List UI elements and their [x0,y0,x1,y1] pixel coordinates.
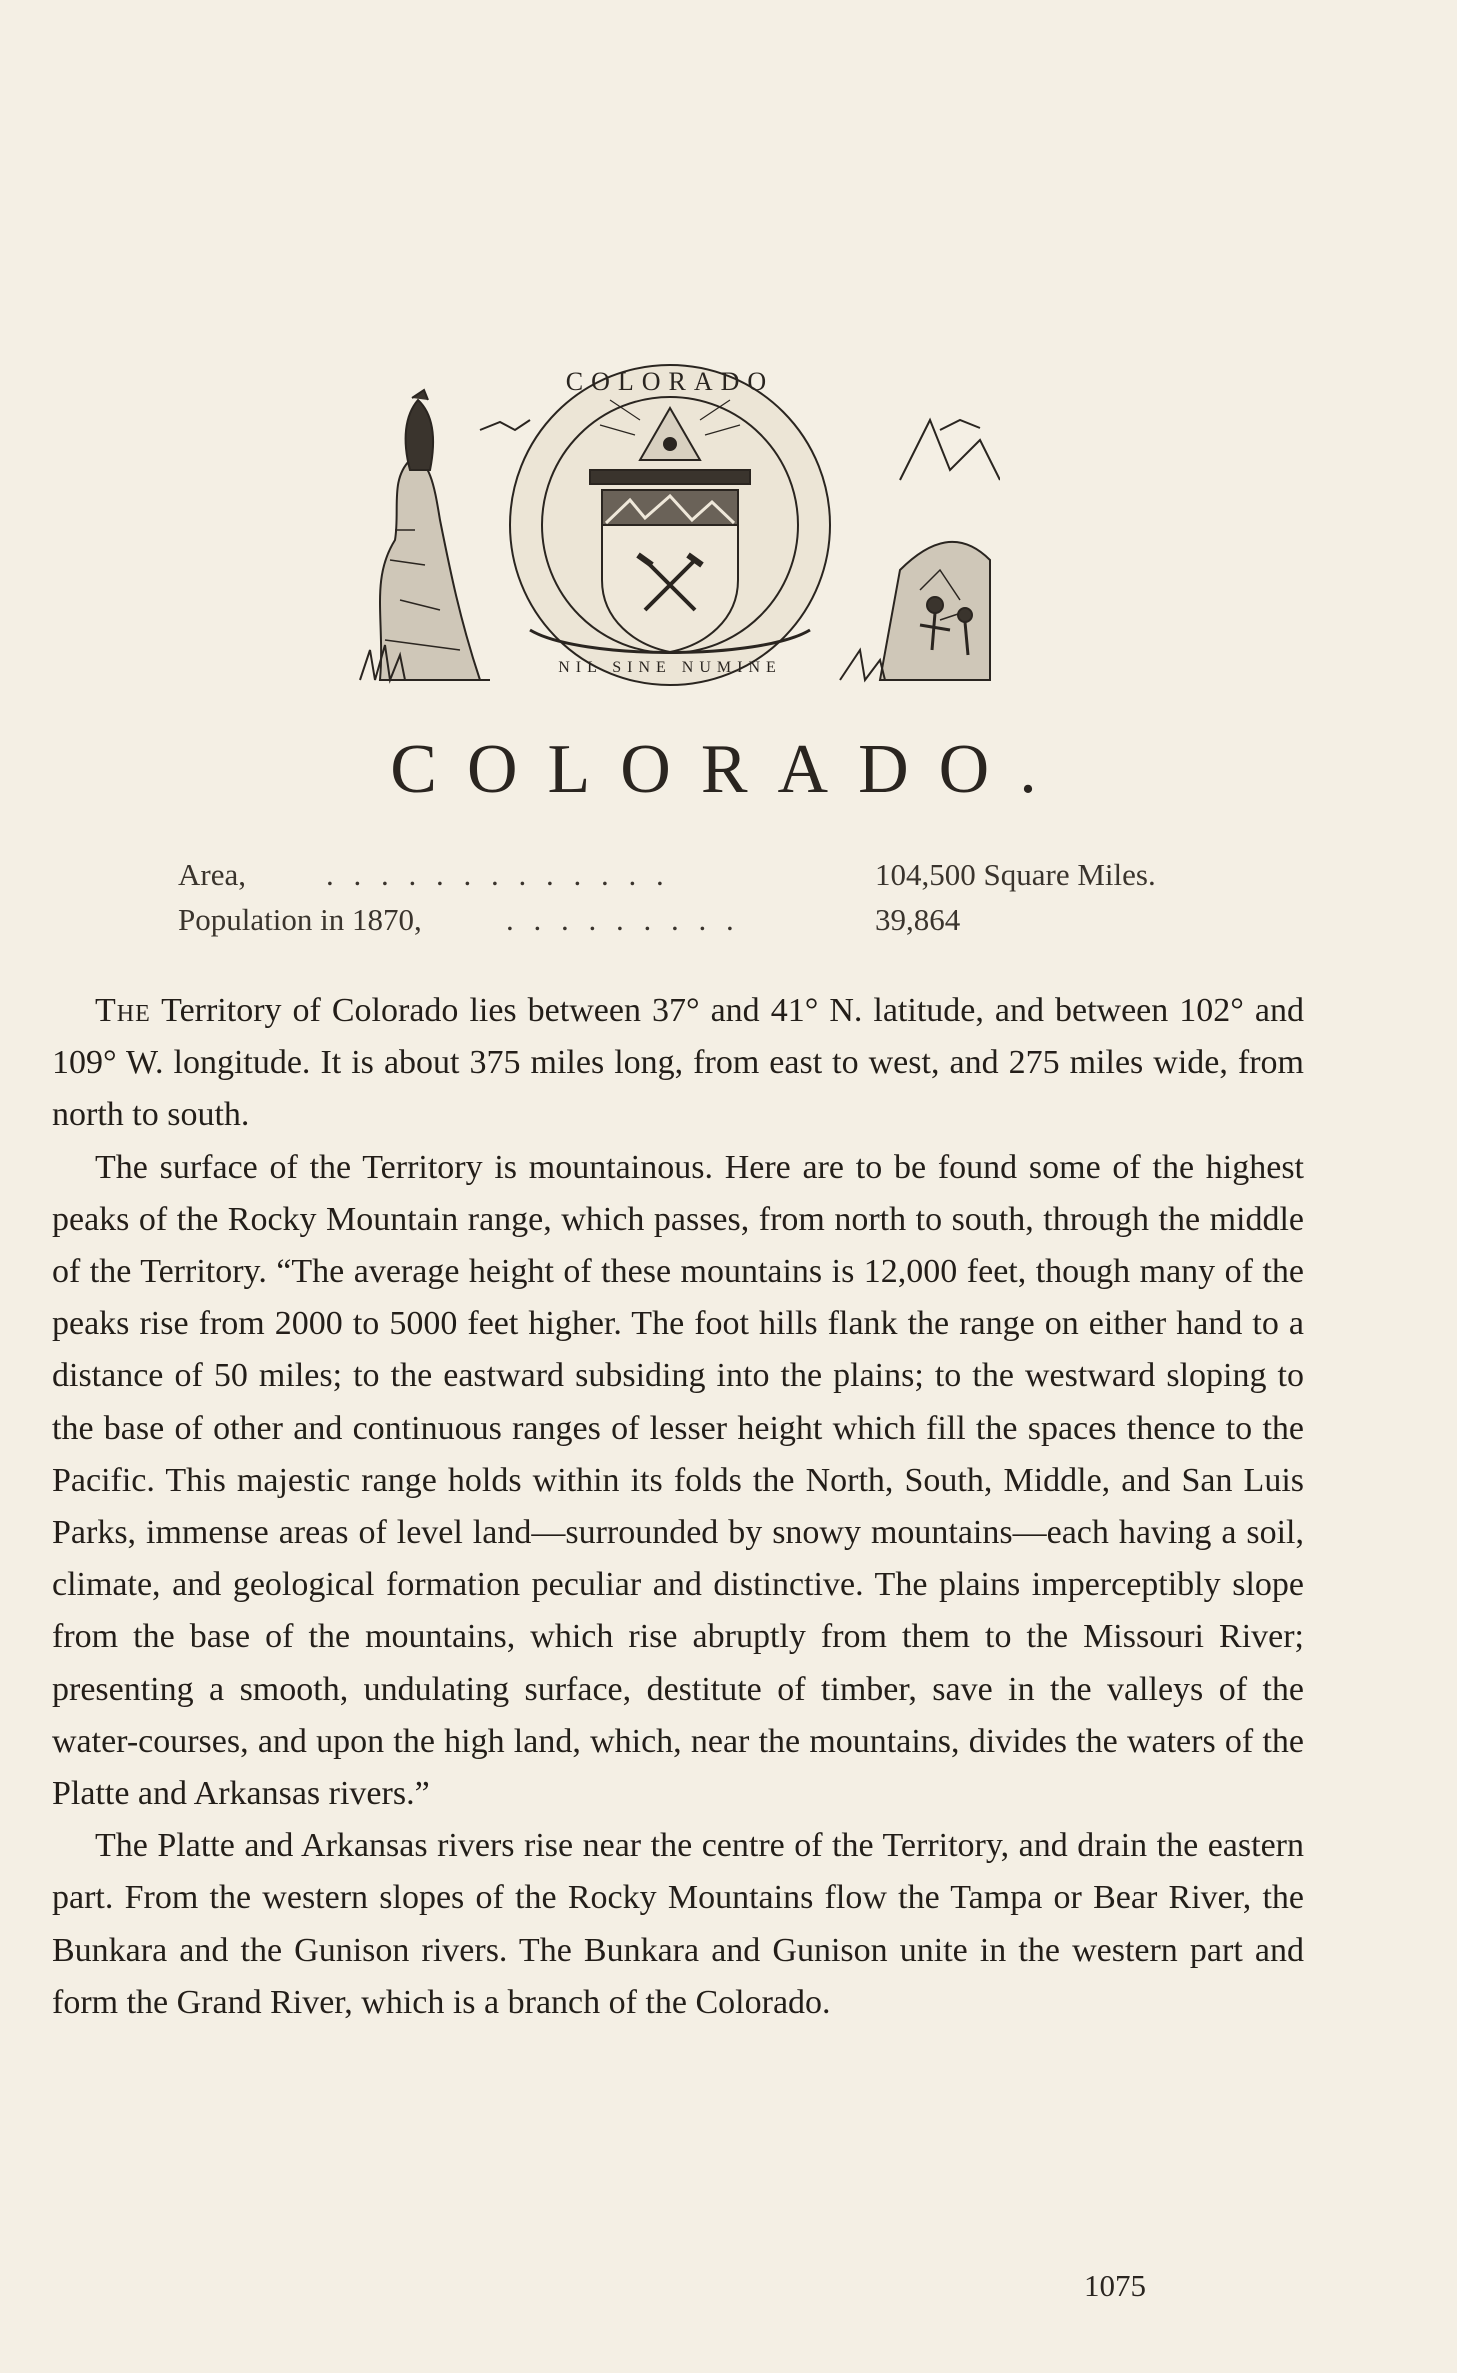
stat-leader-dots: . . . . . . . . . . . . . [326,857,670,892]
paragraph [52,1820,1304,2029]
statistics-block [178,852,1248,942]
stat-leader-dots: . . . . . . . . . [506,902,740,937]
paragraph-lead-word: The [95,992,151,1029]
paragraph-text: The Platte and Arkansas rivers rise near the centre of the Territory, and drain the eastern part. From the western slopes of the Rocky Mountains flow the Tampa or Bear River, the Bunkara and the Gunison rivers. The Bunkara and Gunison unite in the western part and form the Grand River, which is a branch of the Colorado. [52,1827,1304,2021]
stat-value: 104,500 Square Miles. [875,857,1156,892]
stat-label: Population in 1870, [178,902,422,937]
paragraph [52,985,1304,1142]
stat-row-population [178,897,1248,942]
paragraph-text: The surface of the Territory is mountainous. Here are to be found some of the highest peaks of the Rocky Mountain range, which passes, from north to south, through the middle of the Territory. “The average height of these mountains is 12,000 feet, though many of the peaks rise from 2000 to 5000 feet higher. The foot hills flank the range on either hand to a distance of 50 miles; to the eastward subsiding into the plains; to the westward sloping to the base of other and continuous ranges of lesser height which fill the spaces thence to the Pacific. This majestic range holds within its folds the North, South, Middle, and San Luis Parks, immense areas of level land—surrounded by snowy mountains—each having a soil, climate, and geological formation peculiar and distinctive. The plains imperceptibly slope from the base of the mountains, which rise abruptly from them to the Missouri River; presenting a smooth, undulating surface, destitute of timber, save in the valleys of the water-courses, and upon the high land, which, near the mountains, divides the waters of the Platte and Arkansas rivers.” [52,1148,1304,1813]
colorado-seal-engraving [340,360,1000,690]
paragraph-text: Territory of Colorado lies between 37° and 41° N. latitude, and between 102° and 109° W. longitude. It is about 375 miles long, from east to west, and 275 miles wide, from north to south. [52,992,1304,1134]
stat-value: 39,864 [875,902,961,937]
seal-motto: NIL SINE NUMINE [558,659,782,676]
body-text [52,985,1304,2029]
stat-row-area [178,852,1248,897]
seal-icon [340,360,1000,690]
page-number: 1075 [1084,2268,1146,2303]
seal-top-text: COLORADO [565,367,775,396]
stat-label: Area, [178,857,246,892]
paragraph [52,1142,1304,1821]
page-title: COLORADO. [390,731,1067,808]
